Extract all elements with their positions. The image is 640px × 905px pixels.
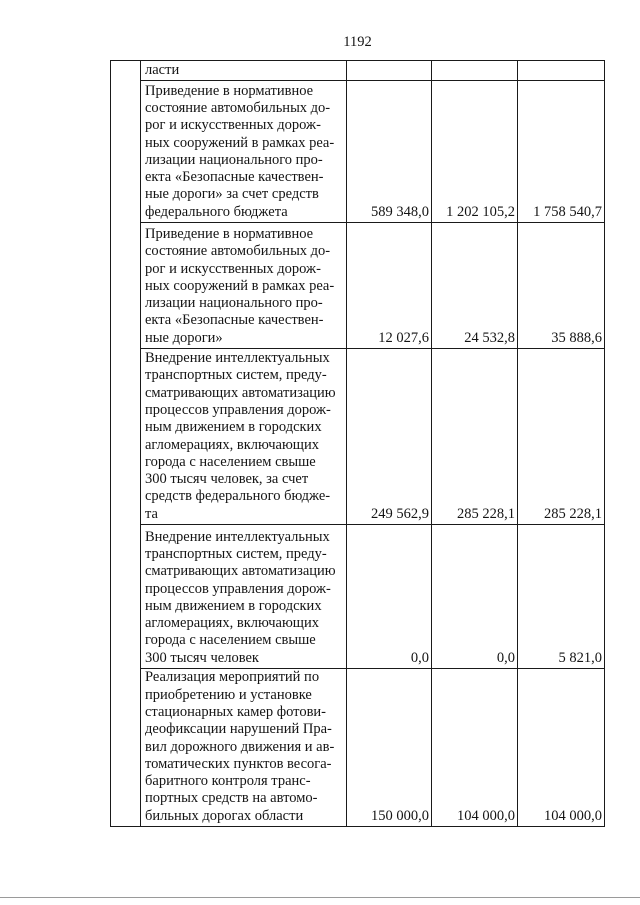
value-cell <box>347 223 432 349</box>
table-row <box>141 349 605 525</box>
description-line: рог и искусственных дорож- <box>145 117 321 134</box>
table-row <box>141 223 605 349</box>
description-line: транспортных систем, преду- <box>145 545 327 562</box>
value-1: 0,0 <box>410 649 429 666</box>
description-cell <box>141 81 347 223</box>
description-line: баритного контроля транс- <box>145 773 311 790</box>
description-line: лизации национального про- <box>145 151 323 168</box>
value-3: 104 000,0 <box>544 807 602 824</box>
description-line: состояние автомобильных до- <box>145 99 331 116</box>
value-cell <box>518 525 605 669</box>
value-cell <box>518 669 605 827</box>
description-line: Внедрение интеллектуальных <box>145 350 330 367</box>
value-cell <box>432 81 518 223</box>
description-cell <box>141 223 347 349</box>
value-cell <box>432 525 518 669</box>
description-line: бильных дорогах области <box>145 807 304 824</box>
value-cell <box>518 349 605 525</box>
table-row <box>141 81 605 223</box>
description-line: ные дороги» за счет средств <box>145 186 319 203</box>
value-2: 0,0 <box>496 649 515 666</box>
table-row <box>141 669 605 827</box>
value-cell <box>347 669 432 827</box>
budget-table <box>110 60 605 827</box>
value-1: 589 348,0 <box>371 203 429 220</box>
page-number: 1192 <box>343 34 372 50</box>
description-cell <box>141 525 347 669</box>
value-cell <box>518 81 605 223</box>
value-1: 150 000,0 <box>371 807 429 824</box>
value-cell <box>518 223 605 349</box>
value-cell <box>347 525 432 669</box>
description-line: федерального бюджета <box>145 203 288 220</box>
description-cell <box>141 349 347 525</box>
value-1: 249 562,9 <box>371 505 429 522</box>
description-line: Приведение в нормативное <box>145 82 314 99</box>
value-2: 285 228,1 <box>457 505 515 522</box>
description-line: агломерациях, включающих <box>145 436 319 453</box>
description-line: 300 тысяч человек, за счет <box>145 471 309 488</box>
description-line: 300 тысяч человек <box>145 649 259 666</box>
value-1: 12 027,6 <box>378 329 429 346</box>
description-line: та <box>145 505 158 522</box>
description-line: сматривающих автоматизацию <box>145 384 336 401</box>
value-2: 104 000,0 <box>457 807 515 824</box>
description-line: екта «Безопасные качествен- <box>145 169 324 186</box>
description-line: транспортных систем, преду- <box>145 367 327 384</box>
description-line: ных сооружений в рамках реа- <box>145 134 335 151</box>
table-row <box>141 61 605 81</box>
value-cell <box>347 81 432 223</box>
description-line: ласти <box>145 61 180 78</box>
description-line: томатических пунктов весога- <box>145 755 332 772</box>
description-line: средств федерального бюдже- <box>145 488 331 505</box>
description-line: ные дороги» <box>145 329 223 346</box>
description-line: екта «Безопасные качествен- <box>145 312 324 329</box>
description-cell <box>141 669 347 827</box>
description-line: приобретению и установке <box>145 686 312 703</box>
scan-edge-line <box>0 897 640 898</box>
description-line: деофиксации нарушений Пра- <box>145 721 332 738</box>
value-3: 1 758 540,7 <box>533 203 602 220</box>
value-cell <box>347 61 432 81</box>
description-line: сматривающих автоматизацию <box>145 563 336 580</box>
description-line: агломерациях, включающих <box>145 615 319 632</box>
description-line: ным движением в городских <box>145 419 322 436</box>
description-line: ным движением в городских <box>145 597 322 614</box>
value-cell <box>432 223 518 349</box>
value-3: 5 821,0 <box>558 649 602 666</box>
value-cell <box>432 349 518 525</box>
description-line: Внедрение интеллектуальных <box>145 528 330 545</box>
index-column <box>111 61 141 827</box>
value-cell <box>518 61 605 81</box>
description-line: процессов управления дорож- <box>145 401 331 418</box>
value-3: 35 888,6 <box>551 329 602 346</box>
description-line: города с населением свыше <box>145 632 316 649</box>
description-line: города с населением свыше <box>145 453 316 470</box>
description-line: состояние автомобильных до- <box>145 243 331 260</box>
value-cell <box>432 669 518 827</box>
description-line: рог и искусственных дорож- <box>145 260 321 277</box>
description-line: лизации национального про- <box>145 295 323 312</box>
value-2: 24 532,8 <box>464 329 515 346</box>
description-line: портных средств на автомо- <box>145 790 318 807</box>
value-3: 285 228,1 <box>544 505 602 522</box>
value-cell <box>347 349 432 525</box>
description-line: Реализация мероприятий по <box>145 669 320 686</box>
value-cell <box>432 61 518 81</box>
description-line: стационарных камер фотови- <box>145 703 327 720</box>
description-line: Приведение в нормативное <box>145 225 314 242</box>
description-line: ных сооружений в рамках реа- <box>145 277 335 294</box>
value-2: 1 202 105,2 <box>446 203 515 220</box>
table-row <box>141 525 605 669</box>
description-line: процессов управления дорож- <box>145 580 331 597</box>
description-cell <box>141 61 347 81</box>
description-line: вил дорожного движения и ав- <box>145 738 335 755</box>
